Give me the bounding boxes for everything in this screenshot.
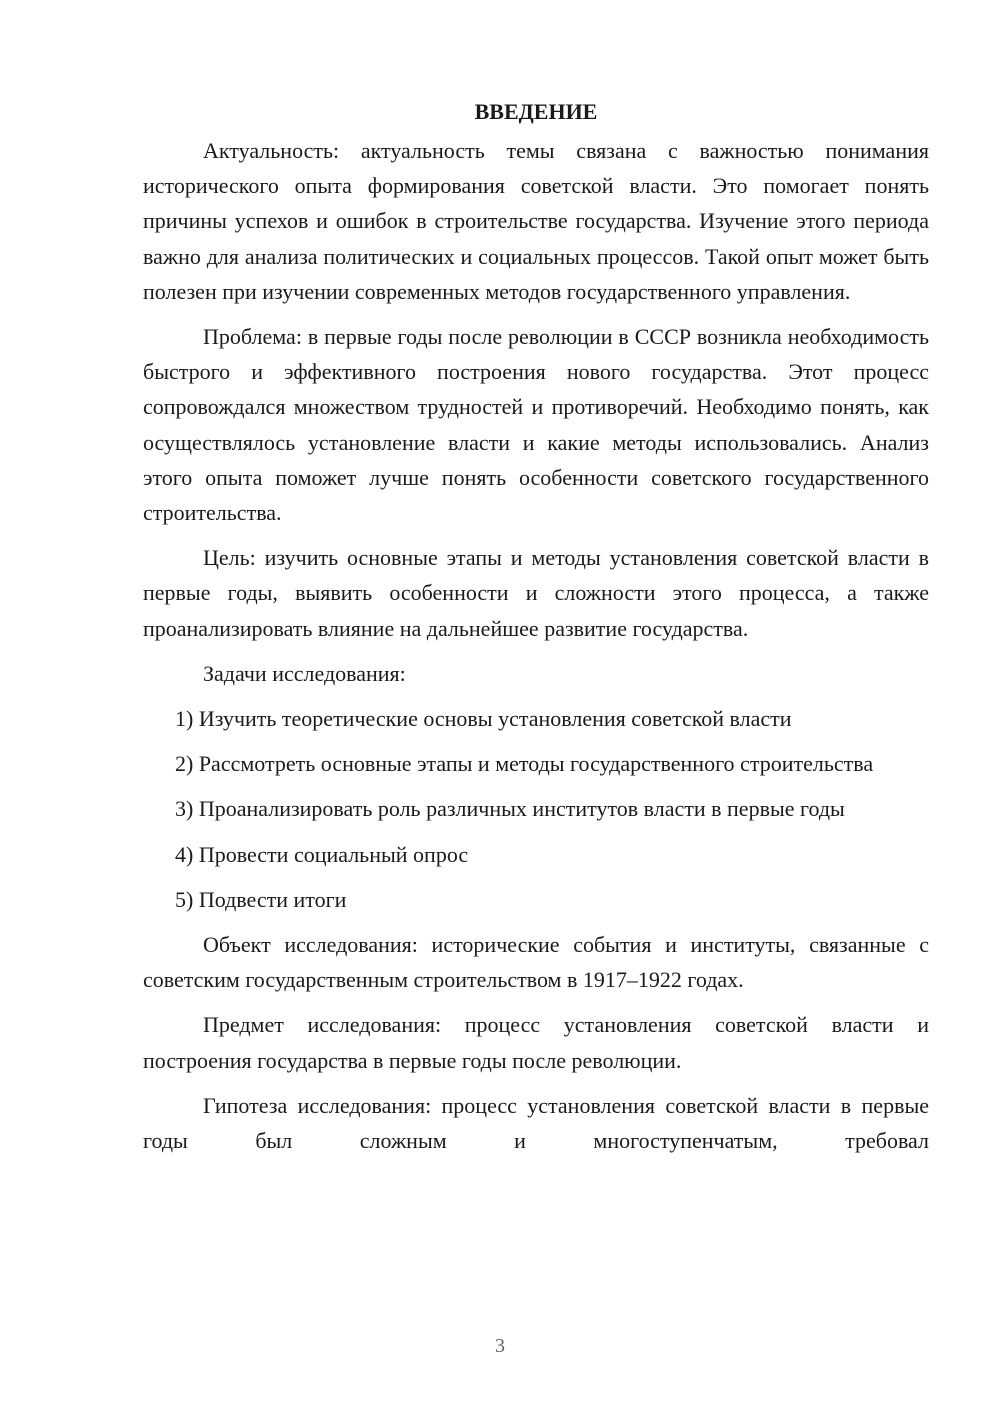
paragraph-subject: Предмет исследования: процесс установления советской власти и построения государства в первые годы после революции. xyxy=(143,1012,929,1073)
paragraph-relevance: Актуальность: актуальность темы связана с важностью понимания исторического опыта формирования советской власти. Это помогает понять причины успехов и ошибок в строительстве государства. Изучение этого периода важно для анализа политических и социальных процессов. Такой опыт может быть полезен при изучении современных методов государственного управления. xyxy=(143,138,929,304)
paragraph-hypothesis: Гипотеза исследования: процесс установления советской власти в первые годы был сложным и многоступенчатым, требовал xyxy=(143,1092,929,1154)
task-item-5: 5) Подвести итоги xyxy=(175,886,347,912)
page-number: 3 xyxy=(495,1335,505,1357)
section-heading: ВВЕДЕНИЕ xyxy=(474,99,598,124)
paragraph-goal: Цель: изучить основные этапы и методы установления советской власти в первые годы, выявить особенности и сложности этого процесса, а также проанализировать влияние на дальнейшее развитие государства. xyxy=(143,545,929,641)
document-page xyxy=(143,94,929,1168)
task-item-3: 3) Проанализировать роль различных институтов власти в первые годы xyxy=(175,796,845,822)
task-item-1: 1) Изучить теоретические основы установления советской власти xyxy=(175,706,792,732)
task-item-2: 2) Рассмотреть основные этапы и методы государственного строительства xyxy=(175,751,874,777)
tasks-title: Задачи исследования: xyxy=(203,660,406,686)
task-item-4: 4) Провести социальный опрос xyxy=(175,841,469,867)
paragraph-problem: Проблема: в первые годы после революции в СССР возникла необходимость быстрого и эффективного построения нового государства. Этот процесс сопровождался множеством трудностей и противоречий. Необходимо понять, как осуществлялось установление власти и какие методы использовались. Анализ этого опыта поможет лучше понять особенности советского государственного строительства. xyxy=(143,324,929,526)
paragraph-object: Объект исследования: исторические события и институты, связанные с советским государственным строительством в 1917–1922 годах. xyxy=(143,932,929,993)
